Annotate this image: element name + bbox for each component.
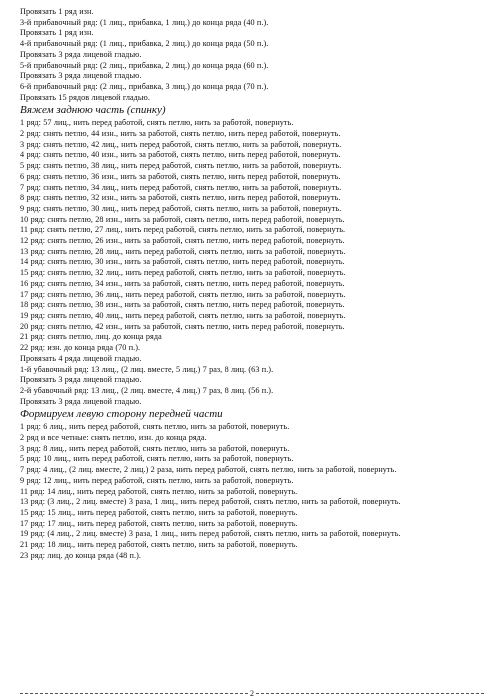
instruction-line: 23 ряд: лиц. до конца ряда (48 п.). — [20, 550, 141, 560]
instruction-line: 11 ряд: снять петлю, 27 лиц., нить перед работой, снять петлю, нить за работой, повернуть. — [20, 225, 346, 235]
instruction-line: 2 ряд и все четные: снять петлю, изн. до конца ряда. — [20, 433, 207, 443]
instruction-line: Провязать 15 рядов лицевой гладью. — [20, 92, 150, 102]
instruction-line: 13 ряд: снять петлю, 28 лиц., нить перед работой, снять петлю, нить за работой, повернуть. — [20, 246, 346, 256]
instruction-line: 9 ряд: снять петлю, 30 лиц., нить перед работой, снять петлю, нить за работой, повернуть. — [20, 203, 342, 213]
instruction-line: 4 ряд: снять петлю, 40 изн., нить за работой, снять петлю, нить перед работой, повернуть. — [20, 150, 341, 160]
instruction-line: 3 ряд: 8 лиц., нить перед работой, снять петлю, нить за работой, повернуть. — [20, 443, 290, 453]
instruction-line: 21 ряд: 18 лиц., нить перед работой, снять петлю, нить за работой, повернуть. — [20, 540, 298, 550]
instruction-line: 13 ряд: (3 лиц., 2 лиц. вместе) 3 раза, 1 лиц., нить перед работой, снять петлю, нить за работой, повернуть. — [20, 497, 401, 507]
instruction-line: 8 ряд: снять петлю, 32 изн., нить за работой, снять петлю, нить перед работой, повернуть. — [20, 193, 341, 203]
instruction-line: Провязать 4 ряда лицевой гладью. — [20, 353, 142, 363]
instruction-line: 6-й прибавочный ряд: (2 лиц., прибавка, 3 лиц.) до конца ряда (70 п.). — [20, 81, 269, 91]
instruction-line: Провязать 3 ряда лицевой гладью. — [20, 375, 142, 385]
instruction-line: 19 ряд: снять петлю, 40 лиц., нить перед работой, снять петлю, нить за работой, повернуть. — [20, 310, 346, 320]
instruction-line: 5-й прибавочный ряд: (2 лиц., прибавка, 2 лиц.) до конца ряда (60 п.). — [20, 60, 269, 70]
section-heading: Вяжем заднюю часть (спинку) — [20, 104, 166, 117]
instruction-line: 15 ряд: 15 лиц., нить перед работой, снять петлю, нить за работой, повернуть. — [20, 507, 298, 517]
instruction-line: 22 ряд: изн. до конца ряда (70 п.). — [20, 343, 141, 353]
instruction-line: 20 ряд: снять петлю, 42 изн., нить за работой, снять петлю, нить перед работой, повернуть. — [20, 321, 345, 331]
instruction-line: 16 ряд: снять петлю, 34 изн., нить за работой, снять петлю, нить перед работой, повернуть. — [20, 278, 345, 288]
instruction-line: 17 ряд: 17 лиц., нить перед работой, снять петлю, нить за работой, повернуть. — [20, 518, 298, 528]
instruction-line: 1 ряд: 6 лиц., нить перед работой, снять петлю, нить за работой, повернуть. — [20, 422, 290, 432]
instruction-line: Провязать 1 ряд изн. — [20, 28, 94, 38]
instruction-line: 6 ряд: снять петлю, 36 изн., нить за работой, снять петлю, нить перед работой, повернуть. — [20, 171, 341, 181]
instruction-line: 5 ряд: снять петлю, 38 лиц., нить перед работой, снять петлю, нить за работой, повернуть. — [20, 161, 342, 171]
instruction-line: 18 ряд: снять петлю, 38 изн., нить за работой, снять петлю, нить перед работой, повернуть. — [20, 300, 345, 310]
page-number: 2 — [250, 688, 254, 698]
instruction-line: 10 ряд: снять петлю, 28 изн., нить за работой, снять петлю, нить перед работой, повернуть. — [20, 214, 345, 224]
instruction-line: 7 ряд: снять петлю, 34 лиц., нить перед работой, снять петлю, нить за работой, повернуть. — [20, 182, 342, 192]
instruction-line: Провязать 3 ряда лицевой гладью. — [20, 49, 142, 59]
instruction-line: 9 ряд: 12 лиц., нить перед работой, снять петлю, нить за работой, повернуть. — [20, 475, 294, 485]
instruction-line: Провязать 3 ряда лицевой гладью. — [20, 71, 142, 81]
instruction-line: 19 ряд: (4 лиц., 2 лиц. вместе) 3 раза, 1 лиц., нить перед работой, снять петлю, нить за работой, повернуть. — [20, 529, 401, 539]
instruction-line: 15 ряд: снять петлю, 32 лиц., нить перед работой, снять петлю, нить за работой, повернуть. — [20, 268, 346, 278]
page-body — [20, 7, 485, 561]
instruction-line: 5 ряд: 10 лиц., нить перед работой, снять петлю, нить за работой, повернуть. — [20, 454, 294, 464]
instruction-line: 1 ряд: 57 лиц., нить перед работой, снять петлю, нить за работой, повернуть. — [20, 118, 294, 128]
section-heading: Формируем левую сторону передней части — [20, 408, 223, 421]
instruction-line: 17 ряд: снять петлю, 36 лиц., нить перед работой, снять петлю, нить за работой, повернуть. — [20, 289, 346, 299]
instruction-line: 4-й прибавочный ряд: (1 лиц., прибавка, 2 лиц.) до конца ряда (50 п.). — [20, 39, 269, 49]
instruction-line: 12 ряд: снять петлю, 26 изн., нить за работой, снять петлю, нить перед работой, повернуть. — [20, 236, 345, 246]
instruction-line: 14 ряд: снять петлю, 30 изн., нить за работой, снять петлю, нить перед работой, повернуть. — [20, 257, 345, 267]
footer-rule-left — [20, 693, 248, 694]
instruction-line: 2-й убавочный ряд: 13 лиц., (2 лиц. вместе, 4 лиц.) 7 раз, 8 лиц. (56 п.). — [20, 385, 274, 395]
instruction-line: 1-й убавочный ряд: 13 лиц., (2 лиц. вместе, 5 лиц.) 7 раз, 8 лиц. (63 п.). — [20, 364, 274, 374]
instruction-line: 3 ряд: снять петлю, 42 лиц., нить перед работой, снять петлю, нить за работой, повернуть. — [20, 139, 342, 149]
instruction-line: Провязать 3 ряда лицевой гладью. — [20, 396, 142, 406]
instruction-line: Провязать 1 ряд изн. — [20, 7, 94, 16]
instruction-line: 11 ряд: 14 лиц., нить перед работой, снять петлю, нить за работой, повернуть. — [20, 486, 298, 496]
instruction-line: 3-й прибавочный ряд: (1 лиц., прибавка, 1 лиц.) до конца ряда (40 п.). — [20, 17, 269, 27]
instruction-line: 2 ряд: снять петлю, 44 изн., нить за работой, снять петлю, нить перед работой, повернуть. — [20, 129, 341, 139]
footer-rule-right — [256, 693, 484, 694]
page-footer — [20, 688, 484, 698]
instruction-line: 21 ряд: снять петлю, лиц. до конца ряда — [20, 332, 162, 342]
instruction-line: 7 ряд: 4 лиц., (2 лиц. вместе, 2 лиц.) 2 раза, нить перед работой, снять петлю, нить за работой, повернуть. — [20, 465, 397, 475]
